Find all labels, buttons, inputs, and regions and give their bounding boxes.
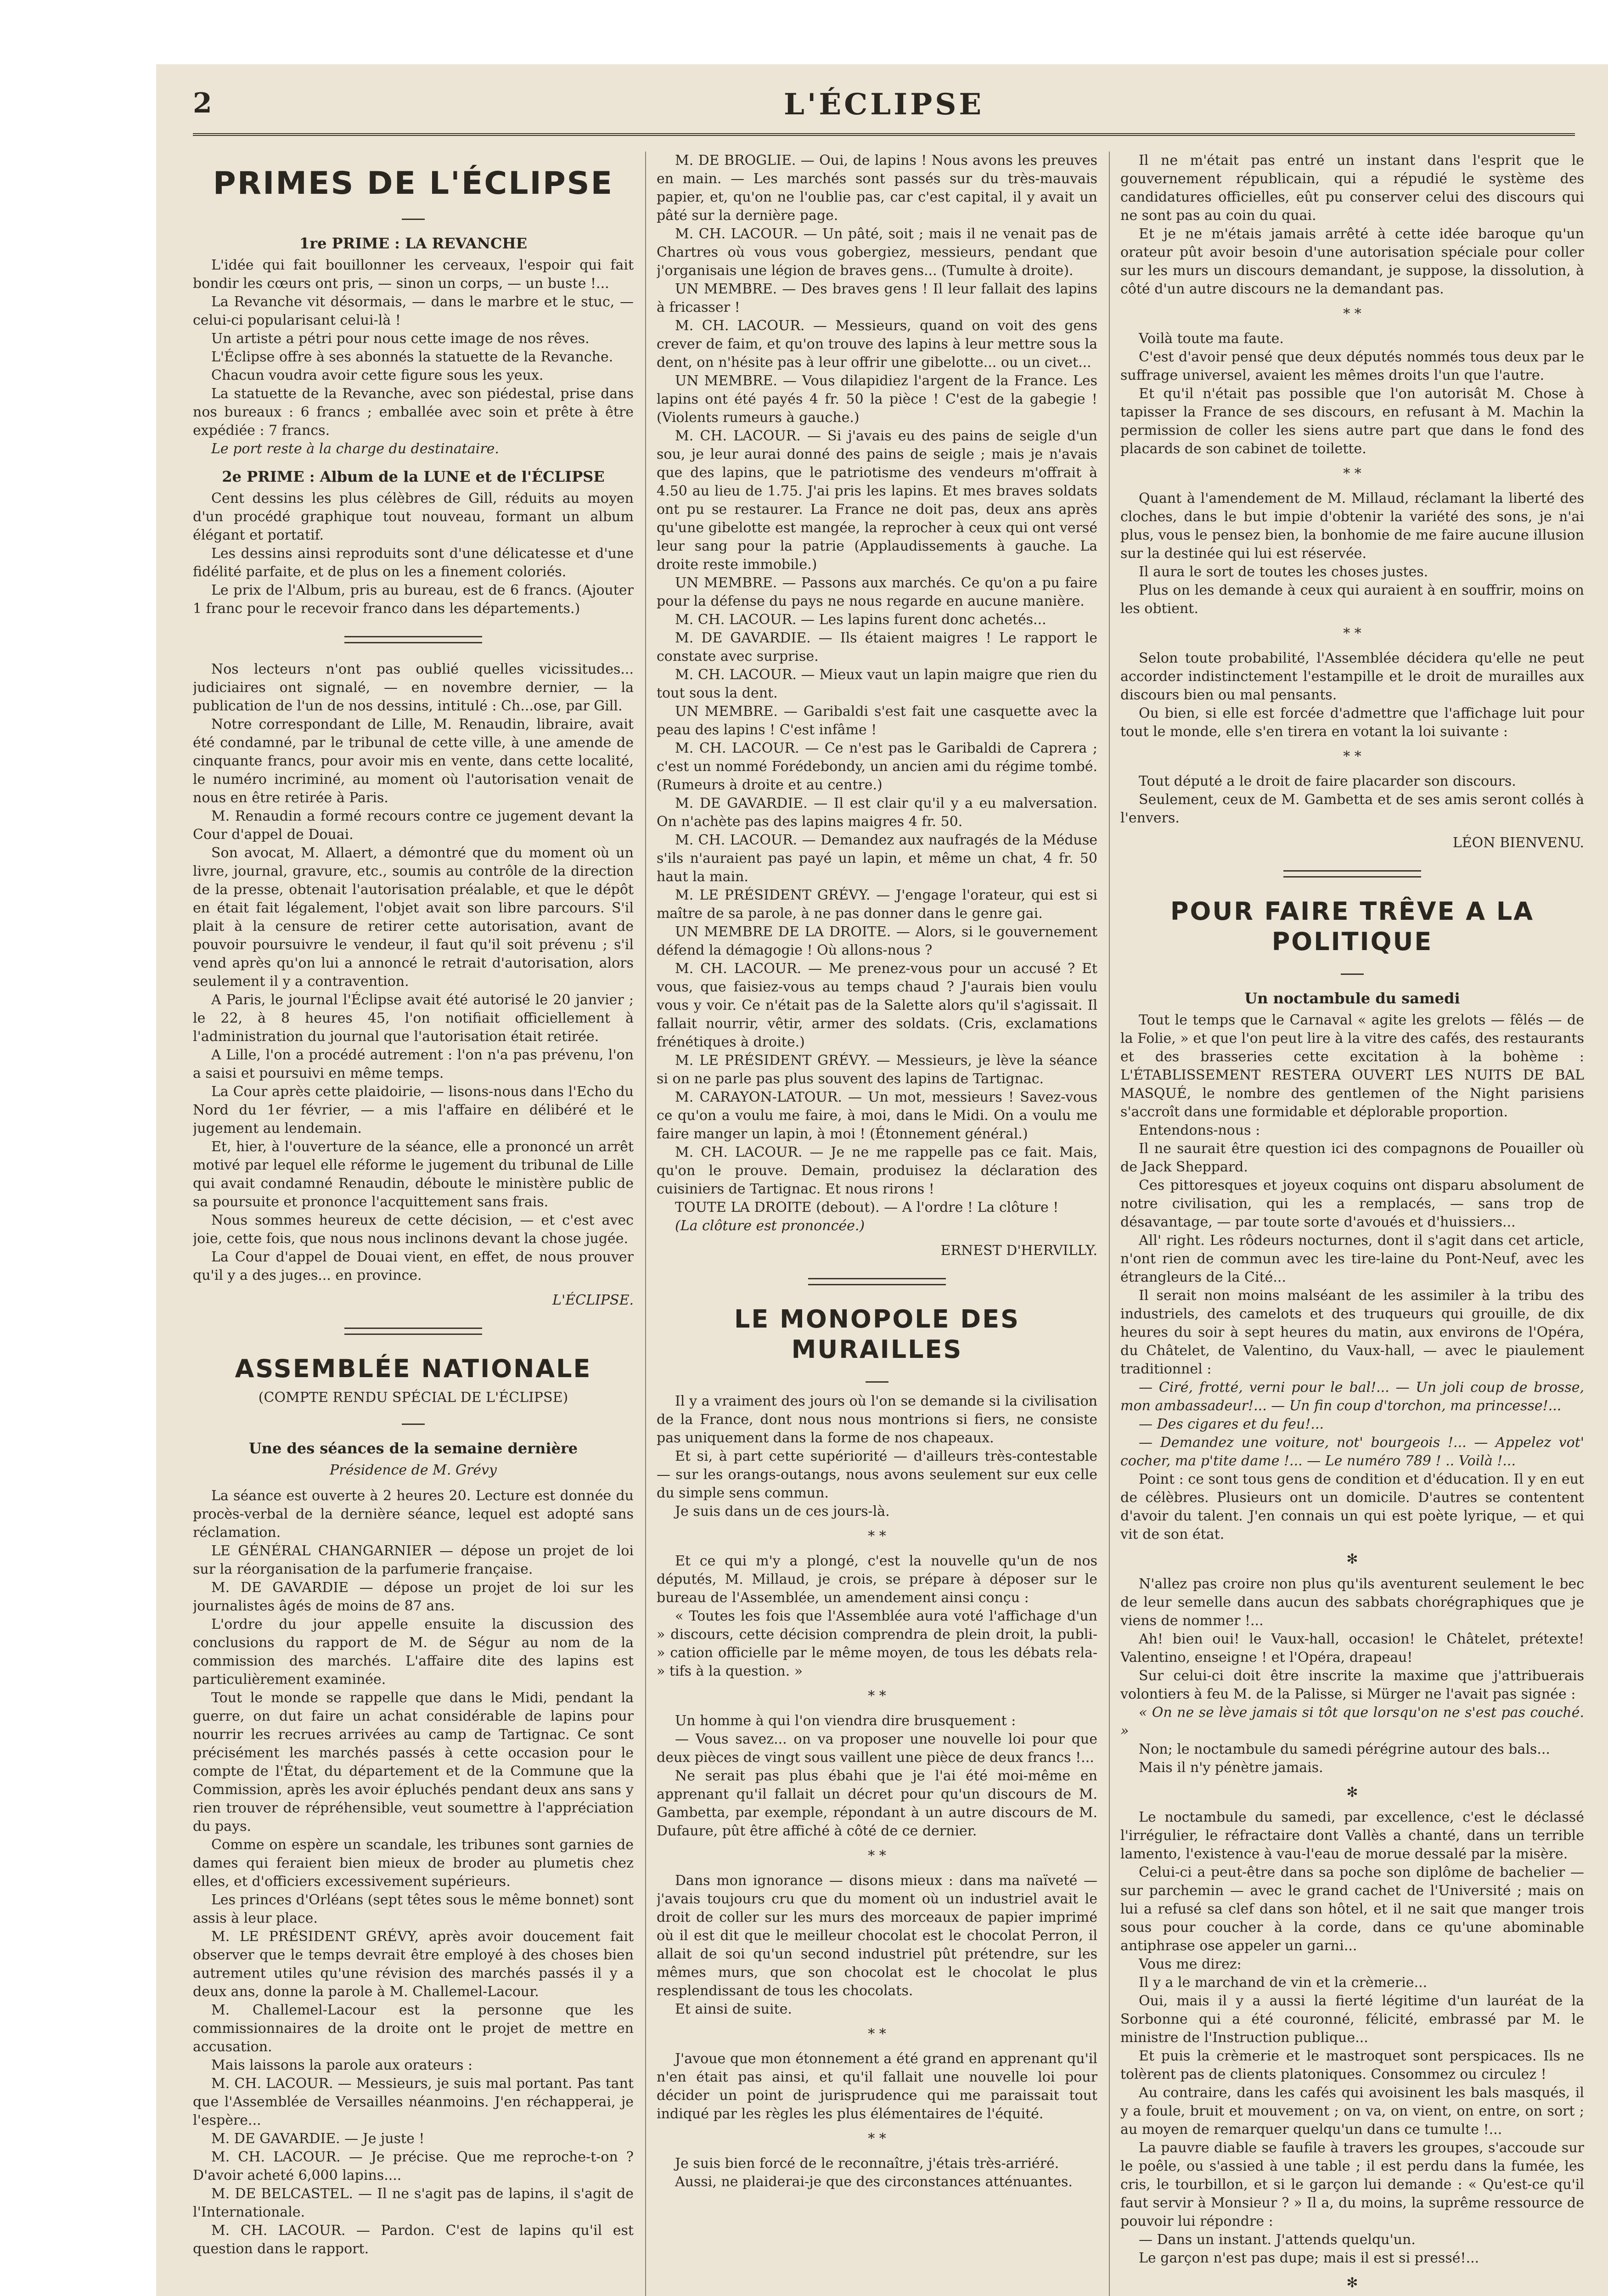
paragraph: — Vous savez... on va proposer une nouvelle loi pour que deux pièces de vingt sous vaillent une pièce de deux francs !... [657, 1731, 1097, 1766]
paragraph: Tout le temps que le Carnaval « agite les grelots — fêlés — de la Folie, » et que l'on peut lire à la vitre des cafés, des restaurants et des brasseries cette excitation à la bohème : L'ÉTABLISSEMENT RESTERA OUVERT LES NUITS DE BAL MASQUÉ, le nombre des gentlemen of the Night parisiens s'accroît dans une formidable et déplorable proportion. [1120, 1012, 1584, 1120]
paragraph: — Dans un instant. J'attends quelqu'un. [1139, 2232, 1416, 2248]
paragraph: Ces pittoresques et joyeux coquins ont disparu absolument de notre civilisation, qui les a remplacés, — sans trop de désavantage, — par toute sorte d'avoués et d'huissiers... [1120, 1177, 1584, 1230]
paragraph: Aussi, ne plaiderai-je que des circonstances atténuantes. [675, 2174, 1073, 2190]
paragraph: Au contraire, dans les cafés qui avoisinent les bals masqués, il y a foule, bruit et mouvement ; on va, on vient, on entre, on sort ; au moyen de remarquer quelqu'un dans ce tumulte !... [1120, 2085, 1584, 2138]
paragraph: Le prix de l'Album, pris au bureau, est de 6 francs. (Ajouter 1 franc pour le recevoir franco dans les départements.) [193, 582, 634, 617]
column-2 [657, 152, 1097, 2296]
paragraph: Les princes d'Orléans (sept têtes sous le même bonnet) sont assis à leur place. [193, 1892, 634, 1926]
asterism: ✻ [1346, 2275, 1358, 2291]
paragraph: Je suis bien forcé de le reconnaître, j'étais très-arriéré. [675, 2155, 1059, 2172]
newspaper-page [156, 64, 1608, 2296]
asterism: * * [868, 1688, 886, 1704]
paragraph: Chacun voudra avoir cette figure sous les yeux. [211, 367, 544, 383]
paragraph: Plus on les demande à ceux qui auraient à en souffrir, moins on les obtient. [1120, 582, 1584, 617]
paragraph: Comme on espère un scandale, les tribunes sont garnies de dames qui feraient bien mieux de broder au plumetis chez elles, et d'officiers excessivement supérieurs. [193, 1837, 634, 1890]
paragraph: UN MEMBRE. — Vous dilapidiez l'argent de la France. Les lapins ont été payés 4 fr. 50 la pièce ! C'est de la gabegie ! (Violents rumeurs à gauche.) [657, 373, 1097, 426]
paragraph: Un artiste a pétri pour nous cette image de nos rêves. [211, 331, 590, 347]
asterism: * * [1343, 748, 1361, 765]
paragraph: M. CH. LACOUR. — Je précise. Que me reproche-t-on ? D'avoir acheté 6,000 lapins.... [193, 2149, 634, 2183]
signature: L'ÉCLIPSE. [552, 1292, 634, 1308]
paragraph: M. CH. LACOUR. — Demandez aux naufragés de la Méduse s'ils n'auraient pas payé un lapin, et même un chat, 4 fr. 50 haut la main. [657, 832, 1097, 885]
asterism: * * [1343, 466, 1361, 482]
paragraph: J'avoue que mon étonnement a été grand en apprenant qu'il n'en était pas ainsi, et qu'il fallait une nouvelle loi pour décider un point de jurisprudence qui me paraissait tout indiqué par les règles les plus élémentaires de l'équité. [657, 2051, 1097, 2122]
paragraph: Et puis la crèmerie et le mastroquet sont perspicaces. Ils ne tolèrent pas de clients platoniques. Consommez ou circulez ! [1120, 2048, 1584, 2082]
asterism: * * [868, 1848, 886, 1864]
paragraph: All' right. Les rôdeurs nocturnes, dont il s'agit dans cet article, n'ont rien de commun avec les tire-laine du Pont-Neuf, avec les étrangleurs de la Cité... [1120, 1232, 1584, 1285]
paragraph: Ah! bien oui! le Vaux-hall, occasion! le Châtelet, prétexte! Valentino, enseigne ! et l'Opéra, drapeau! [1120, 1631, 1584, 1666]
asterism: * * [1343, 306, 1361, 322]
paragraph: Non; le noctambule du samedi pérégrine autour des bals... [1139, 1741, 1550, 1757]
ornamental-separator [193, 630, 634, 648]
paragraph: M. LE PRÉSIDENT GRÉVY, après avoir doucement fait observer que le temps devrait être employé à des choses bien autrement utiles qu'une révision des marchés passés il y a deux ans, donne la parole à M. Challemel-Lacour. [193, 1929, 634, 2000]
paragraph: Et, hier, à l'ouverture de la séance, elle a prononcé un arrêt motivé par lequel elle réforme le jugement du tribunal de Lille qui avait condamné Renaudin, déboute le ministère public de sa poursuite et prononce l'acquittement sans frais. [193, 1139, 634, 1210]
paragraph: Nos lecteurs n'ont pas oublié quelles vicissitudes... judiciaires ont signalé, — en novembre dernier, — la publication de l'un de nos dessins, intitulé : Ch...ose, par Gill. [193, 661, 634, 714]
paragraph: M. CH. LACOUR. — Messieurs, je suis mal portant. Pas tant que l'Assemblée de Versailles néanmoins. J'en réchapperai, je l'espère... [193, 2076, 634, 2128]
paragraph: UN MEMBRE. — Garibaldi s'est fait une casquette avec la peau des lapins ! C'est infâme ! [657, 703, 1097, 738]
paragraph: M. CH. LACOUR. — Pardon. C'est de lapins qu'il est question dans le rapport. [193, 2223, 634, 2257]
paragraph: Le port reste à la charge du destinataire. [211, 441, 499, 457]
paragraph: Vous me direz: [1139, 1956, 1242, 1972]
paragraph: La Cour après cette plaidoirie, — lisons-nous dans l'Echo du Nord du 1er février, — a mis l'affaire en délibéré et le jugement au lendemain. [193, 1084, 634, 1137]
ornamental-separator [193, 1322, 634, 1340]
paragraph: Le garçon n'est pas dupe; mais il est si pressé!... [1139, 2250, 1479, 2266]
paragraph: Ou bien, si elle est forcée d'admettre que l'affichage luit pour tout le monde, elle s'en tirera en votant la loi suivante : [1120, 705, 1584, 740]
paragraph: Quant à l'amendement de M. Millaud, réclamant la liberté des cloches, dans le but impie d'obtenir la variété des sons, je n'ai plus, vous le pensez bien, la bonhomie de me faire aucune illusion sur la destinée qui lui est réservée. [1120, 490, 1584, 562]
paragraph: UN MEMBRE DE LA DROITE. — Alors, si le gouvernement défend la démagogie ! Où allons-nous ? [657, 924, 1097, 958]
section-subtitle: (COMPTE RENDU SPÉCIAL DE L'ÉCLIPSE) [258, 1390, 568, 1406]
column-divider [645, 152, 646, 2296]
paragraph: Et ce qui m'y a plongé, c'est la nouvelle qu'un de nos députés, M. Millaud, je crois, se prépare à déposer sur le bureau de l'Assemblée, un amendement ainsi conçu : [657, 1553, 1097, 1606]
paragraph: Et si, à part cette supériorité — d'ailleurs très-contestable — sur les orangs-outangs, nous avons seulement sur eux celle du simple sens commun. [657, 1448, 1097, 1501]
seances-title: Une des séances de la semaine dernière [248, 1440, 578, 1457]
paragraph: M. CH. LACOUR. — Mieux vaut un lapin maigre que rien du tout sous la dent. [657, 667, 1097, 701]
paragraph: — Ciré, frotté, verni pour le bal!... — Un joli coup de brosse, mon ambassadeur!... — Un fin coup d'torchon, ma princesse!... [1120, 1379, 1584, 1414]
paragraph: Nous sommes heureux de cette décision, — et c'est avec joie, cette fois, que nous nous inclinons devant la chose jugée. [193, 1212, 634, 1247]
ornamental-separator [1120, 864, 1584, 883]
paragraph: UN MEMBRE. — Des braves gens ! Il leur fallait des lapins à fricasser ! [657, 281, 1097, 315]
paragraph: — Des cigares et du feu!... [1139, 1416, 1324, 1432]
paragraph: L'ordre du jour appelle ensuite la discussion des conclusions du rapport de M. de Ségur au nom de la commission des marchés. L'affaire dite des lapins est particulièrement examinée. [193, 1616, 634, 1688]
treve-subtitle: Un noctambule du samedi [1244, 990, 1460, 1007]
paragraph: Il y a le marchand de vin et la crèmerie... [1139, 1975, 1428, 1991]
column-3 [1120, 152, 1584, 2296]
paragraph: UN MEMBRE. — Passons aux marchés. Ce qu'on a pu faire pour la défense du pays ne nous regarde en aucune manière. [657, 575, 1097, 609]
paragraph: Oui, mais il y a aussi la fierté légitime d'un lauréat de la Sorbonne qui a été couronné, félicité, embrassé par M. le ministre de l'Instruction publique... [1120, 1993, 1584, 2046]
paragraph: TOUTE LA DROITE (debout). — A l'ordre ! La clôture ! [675, 1199, 1059, 1216]
title-dash [193, 207, 634, 225]
paragraph: M. DE GAVARDIE. — Il est clair qu'il y a eu malversation. On n'achète pas des lapins maigres 4 fr. 50. [657, 795, 1097, 830]
paragraph: M. CARAYON-LATOUR. — Un mot, messieurs ! Savez-vous ce qu'on a voulu me faire, à moi, dans le Midi. On a voulu me faire manger un lapin, à moi ! (Étonnement général.) [657, 1089, 1097, 1142]
paragraph: M. LE PRÉSIDENT GRÉVY. — Messieurs, je lève la séance si on ne parle pas plus souvent des lapins de Tartignac. [657, 1052, 1097, 1087]
paragraph: — Demandez une voiture, not' bourgeois !... — Appelez vot' cocher, ma p'tite dame !... — Le numéro 789 ! .. Voilà !... [1120, 1435, 1584, 1469]
paragraph: (La clôture est prononcée.) [675, 1218, 865, 1234]
paragraph: Je suis dans un de ces jours-là. [675, 1503, 890, 1519]
paragraph: Sur celui-ci doit être inscrite la maxime que j'attribuerais volontiers à feu M. de la Palisse, si Mürger ne l'avait pas signée : [1120, 1668, 1584, 1702]
paragraph: « On ne se lève jamais si tôt que lorsqu'on ne s'est pas couché. » [1120, 1705, 1584, 1739]
header-rule [193, 133, 1575, 136]
paragraph: Et qu'il n'était pas possible que l'on autorisât M. Chose à tapisser la France de ses discours, en refusant à M. Machin la permission de coller les siens autre part que dans le fond des placards de son cabinet de toilette. [1120, 386, 1584, 457]
paragraph: Un homme à qui l'on viendra dire brusquement : [675, 1713, 1016, 1729]
paragraph: La Revanche vit désormais, — dans le marbre et le stuc, — celui-ci popularisant celui-là ! [193, 294, 634, 328]
paragraph: Les dessins ainsi reproduits sont d'une délicatesse et d'une fidélité parfaite, et de plus on les a finement coloriés. [193, 546, 634, 580]
paragraph: Il aura le sort de toutes les choses justes. [1139, 564, 1428, 580]
paragraph: « Toutes les fois que l'Assemblée aura voté l'affichage d'un » discours, cette décision comprendra de plein droit, la publi- » cation officielle par le même moyen, de tous les débats rela- » tifs à la question. » [657, 1608, 1097, 1679]
paragraph: Il ne m'était pas entré un instant dans l'esprit que le gouvernement républicain, qui a répudié le système des candidatures officielles, eût pu conserver celui des discours qui ne sont pas au coin du quai. [1120, 152, 1584, 224]
asterism: * * [868, 1528, 886, 1544]
asterism: * * [1343, 625, 1361, 642]
paragraph: Il y a vraiment des jours où l'on se demande si la civilisation de la France, dont nous nous montrions si fiers, ne consiste pas uniquement dans la forme de nos chapeaux. [657, 1393, 1097, 1446]
section-title-primes: PRIMES DE L'ÉCLIPSE [213, 165, 614, 202]
paragraph: M. CH. LACOUR. — Un pâté, soit ; mais il ne venait pas de Chartres où vous vous gobergiez, messieurs, pendant que j'organisais une légion de braves gens... (Tumulte à droite). [657, 226, 1097, 279]
paragraph: Dans mon ignorance — disons mieux : dans ma naïveté — j'avais toujours cru que du moment où un industriel avait le droit de coller sur les murs des morceaux de papier imprimé où il est dit que le meilleur chocolat est le chocolat Perron, il allait de soi qu'un second industriel pût prétendre, sur les mêmes murs, que son chocolat est le chocolat le plus resplendissant de tous les chocolats. [657, 1873, 1097, 1999]
paragraph: La statuette de la Revanche, avec son piédestal, prise dans nos bureaux : 6 francs ; emballée avec soin et prête à être expédiée : 7 francs. [193, 386, 634, 439]
page-number: 2 [193, 87, 212, 119]
paragraph: M. DE BROGLIE. — Oui, de lapins ! Nous avons les preuves en main. — Les marchés sont passés sur du très-mauvais papier, et, qu'on ne l'oublie pas, car c'est capital, il y avait un pâté sur la dernière page. [657, 152, 1097, 224]
paragraph: A Paris, le journal l'Éclipse avait été autorisé le 20 janvier ; le 22, à 8 heures 45, l'on notifiait officiellement à l'administration du journal que l'autorisation était retirée. [193, 992, 634, 1045]
paragraph: Entendons-nous : [1139, 1122, 1260, 1138]
paragraph: Voilà toute ma faute. [1139, 331, 1284, 347]
paragraph: A Lille, l'on a procédé autrement : l'on n'a pas prévenu, l'on a saisi et poursuivi en même temps. [193, 1047, 634, 1081]
paragraph: M. DE BELCASTEL. — Il ne s'agit pas de lapins, il s'agit de l'Internationale. [193, 2186, 634, 2220]
paragraph: La séance est ouverte à 2 heures 20. Lecture est donnée du procès-verbal de la dernière séance, lequel est adopté sans réclamation. [193, 1488, 634, 1541]
paragraph: M. CH. LACOUR. — Les lapins furent donc achetés... [675, 612, 1046, 628]
paragraph: Et ainsi de suite. [675, 2001, 792, 2017]
signature: ERNEST D'HERVILLY. [940, 1243, 1097, 1259]
column-divider [1109, 152, 1110, 2296]
paragraph: Point : ce sont tous gens de condition et d'éducation. Il y en eut de célèbres. Plusieurs ont un domicile. D'autres se contentent d'avoir du talent. J'en connais un qui est poète lyrique, — et qui vit de son état. [1120, 1471, 1584, 1542]
title-dash [1120, 962, 1584, 980]
page-header [174, 83, 1593, 147]
paragraph: M. DE GAVARDIE. — Je juste ! [211, 2131, 425, 2147]
paragraph: Il ne saurait être question ici des compagnons de Pouailler où de Jack Sheppard. [1120, 1141, 1584, 1175]
section-title-assemblee: ASSEMBLÉE NATIONALE [235, 1354, 592, 1383]
prime2-title: 2e PRIME : Album de la LUNE et de l'ÉCLIPSE [222, 468, 605, 485]
paragraph: Le noctambule du samedi, par excellence, c'est le déclassé l'irrégulier, le réfractaire dont Vallès a chanté, dans un terrible lamento, l'existence à vau-l'eau de morue dessalé par la misère. [1120, 1809, 1584, 1862]
prime1-title: 1re PRIME : LA REVANCHE [299, 235, 528, 252]
paragraph: Cent dessins les plus célèbres de Gill, réduits au moyen d'un procédé graphique tout nouveau, formant un album élégant et portatif. [193, 490, 634, 543]
paragraph: M. DE GAVARDIE. — Ils étaient maigres ! Le rapport le constate avec surprise. [657, 630, 1097, 664]
paragraph: M. CH. LACOUR. — Me prenez-vous pour un accusé ? Et vous, que faisiez-vous au temps chaud ? J'aurais bien voulu vous y voir. Ce n'était pas de la Salette alors qu'il s'agissait. Il fallait nourrir, vêtir, armer des soldats. (Cris, exclamations frénétiques à droite.) [657, 961, 1097, 1050]
paragraph: Notre correspondant de Lille, M. Renaudin, libraire, avait été condamné, par le tribunal de cette ville, à une amende de cinquante francs, pour avoir mis en vente, dans cette localité, le numéro incriminé, au moment où l'autorisation venait de nous en être retirée à Paris. [193, 716, 634, 806]
paragraph: M. CH. LACOUR. — Messieurs, quand on voit des gens crever de faim, et qu'on trouve des lapins à leur mettre sous la dent, on n'hésite pas à leur offrir une gibelotte... ou un civet... [657, 318, 1097, 371]
paragraph: M. Challemel-Lacour est la personne que les commissionnaires de la droite ont le projet de mettre en accusation. [193, 2002, 634, 2055]
paragraph: La Cour d'appel de Douai vient, en effet, de nous prouver qu'il y a des juges... en province. [193, 1249, 634, 1283]
paragraph: Et je ne m'étais jamais arrêté à cette idée baroque qu'un orateur pût avoir besoin d'une autorisation spéciale pour coller sur les murs un discours demandant, je suppose, la dissolution, à côté d'un autre discours ne la demandant pas. [1120, 226, 1584, 297]
signature: LÉON BIENVENU. [1452, 835, 1584, 851]
paragraph: N'allez pas croire non plus qu'ils aventurent seulement le bec de leur semelle dans aucun des sabbats chorégraphiques que je viens de nommer !... [1120, 1576, 1584, 1629]
paragraph: M. LE PRÉSIDENT GRÉVY. — J'engage l'orateur, qui est si maître de sa parole, à ne pas donner dans le genre gai. [657, 887, 1097, 922]
paragraph: M. CH. LACOUR. — Ce n'est pas le Garibaldi de Caprera ; c'est un nommé Forédebondy, un ancien ami du régime tombé. (Rumeurs à droite et au centre.) [657, 740, 1097, 793]
paragraph: Mais laissons la parole aux orateurs : [211, 2057, 473, 2073]
section-title-monopole: LE MONOPOLE DES MURAILLES [734, 1305, 1020, 1364]
asterism: ✻ [1346, 1784, 1358, 1801]
paragraph: Il serait non moins malséant de les assimiler à la tribu des industriels, des camelots et des truqueurs qui grouille, de dix heures du soir à sept heures du matin, aux environs de l'Opéra, du Châtelet, de Valentino, du Vaux-hall, — avec le piaulement traditionnel : [1120, 1288, 1584, 1377]
ornamental-separator [657, 1272, 1097, 1290]
paragraph: Mais il n'y pénètre jamais. [1139, 1760, 1323, 1776]
asterism: * * [868, 2026, 886, 2042]
paragraph: L'Éclipse offre à ses abonnés la statuette de la Revanche. [211, 349, 613, 365]
paragraph: M. DE GAVARDIE — dépose un projet de loi sur les journalistes âgés de moins de 87 ans. [193, 1580, 634, 1614]
title-dash [657, 1369, 1097, 1388]
paragraph: Celui-ci a peut-être dans sa poche son diplôme de bachelier — sur parchemin — avec le grand cachet de l'Université ; mais on lui a refusé sa clef dans son hôtel, et il ne sait que manger trois sous pour coucher à la corde, dans ce qu'une abominable antiphrase ose appeler un garni... [1120, 1864, 1584, 1954]
paragraph: LE GÉNÉRAL CHANGARNIER — dépose un projet de loi sur la réorganisation de la parfumerie française. [193, 1543, 634, 1577]
masthead: L'ÉCLIPSE [783, 87, 984, 122]
paragraph: Selon toute probabilité, l'Assemblée décidera qu'elle ne peut accorder indistinctement l'estampille et le droit de murailles aux discours bien ou mal pensants. [1120, 650, 1584, 703]
section-title-treve: POUR FAIRE TRÊVE A LA POLITIQUE [1170, 897, 1535, 956]
paragraph: Ne serait pas plus ébahi que je l'ai été moi-même en apprenant qu'il fallait un décret pour qu'un discours de M. Gambetta, par exemple, répondant à un autre discours de M. Dufaure, pût être affiché à côté de ce dernier. [657, 1768, 1097, 1839]
paragraph: L'idée qui fait bouillonner les cerveaux, l'espoir qui fait bondir les cœurs ont pris, — sinon un corps, — un buste !... [193, 257, 634, 292]
paragraph: C'est d'avoir pensé que deux députés nommés tous deux par le suffrage universel, avaient les mêmes droits l'un que l'autre. [1120, 349, 1584, 383]
paragraph: La pauvre diable se faufile à travers les groupes, s'accoude sur le poêle, ou s'assied à une table ; il est perdu dans la fumée, les cris, le tourbillon, et si le garçon lui demande : « Qu'est-ce qu'il faut servir à Monsieur ? » Il a, du moins, la suprême ressource de pouvoir lui répondre : [1120, 2140, 1584, 2229]
paragraph: M. Renaudin a formé recours contre ce jugement devant la Cour d'appel de Douai. [193, 808, 634, 843]
paragraph: Tout le monde se rappelle que dans le Midi, pendant la guerre, on dut faire un achat considérable de lapins pour nourrir les recrues arrivées au camp de Tartignac. Ce sont précisément les marchés passés à cette occasion pour le compte de l'État, du département et de la Commune que la Commission, après les avoir épluchés pendant deux ans sans y rien trouver de répréhensible, veut soumettre à l'appréciation du pays. [193, 1690, 634, 1835]
paragraph: Seulement, ceux de M. Gambetta et de ses amis seront collés à l'envers. [1120, 792, 1584, 826]
page-content [174, 83, 1593, 2296]
asterism: * * [868, 2131, 886, 2147]
column-1 [193, 152, 634, 2296]
title-dash [193, 1412, 634, 1430]
paragraph: Son avocat, M. Allaert, a démontré que du moment où un livre, journal, gravure, etc., soumis au contrôle de la direction de la presse, obtenait l'autorisation préalable, et que le dépôt en était fait légalement, l'objet avait son libre parcours. S'il plait à la censure de retirer cette autorisation, avant de pouvoir poursuivre le vendeur, il faut qu'il soit prévenu ; s'il vend après qu'on lui a annoncé le retrait d'autorisation, alors seulement il y a contravention. [193, 845, 634, 990]
asterism: ✻ [1346, 1551, 1358, 1567]
paragraph: Tout député a le droit de faire placarder son discours. [1139, 773, 1516, 789]
paragraph: M. CH. LACOUR. — Si j'avais eu des pains de seigle d'un sou, je leur aurai donné des pains de seigle ; mais je n'avais que des lapins, que le patriotisme des vendeurs m'offrait à 4.50 au lieu de 1.75. J'ai pris les lapins. Et mes braves soldats ont pu se restaurer. La France ne doit pas, deux ans après qu'une gibelotte est mangée, la reprocher à ceux qui ont versé leur sang pour la patrie (Applaudissements à gauche. La droite reste immobile.) [657, 428, 1097, 573]
seances-presidence: Présidence de M. Grévy [330, 1462, 497, 1478]
paragraph: M. CH. LACOUR. — Je ne me rappelle pas ce fait. Mais, qu'on le prouve. Demain, produisez la déclaration des cuisiniers de Tartignac. Et nous rirons ! [657, 1144, 1097, 1197]
